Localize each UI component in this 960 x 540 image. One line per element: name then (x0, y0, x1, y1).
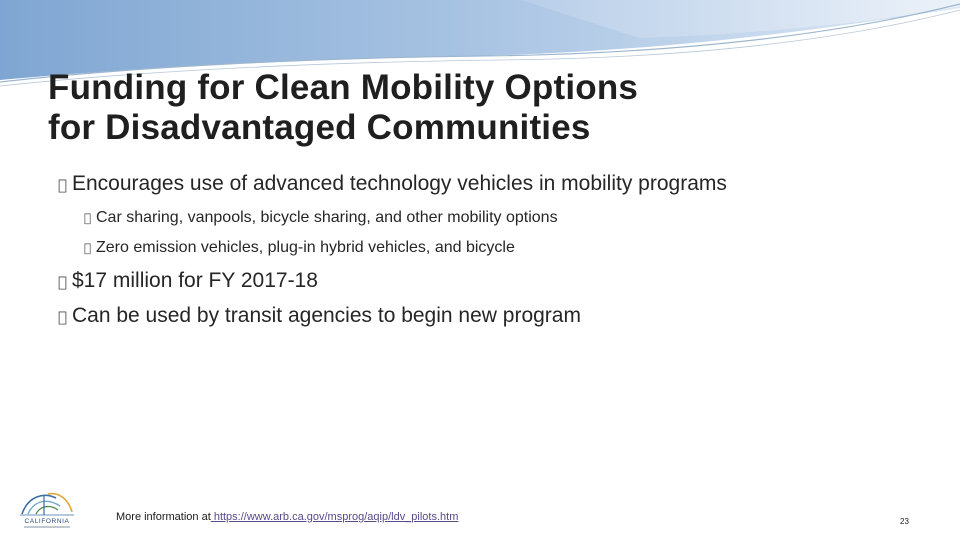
slide-title-line-1: Funding for Clean Mobility Options (48, 68, 639, 107)
slide-title (48, 68, 908, 148)
bullet-icon (84, 204, 96, 233)
bullet-text: Encourages use of advanced technology vehicles in mobility programs (72, 172, 727, 195)
sub-bullet-item (58, 233, 938, 263)
bullet-icon (58, 171, 72, 199)
bullet-icon (84, 234, 96, 263)
more-info-link[interactable]: https://www.arb.ca.gov/msprog/aqip/ldv_pilots.htm (210, 511, 459, 523)
footer-note (116, 510, 458, 524)
slide-title-line-2: for Disadvantaged Communities (48, 108, 591, 147)
sub-bullet-item (58, 203, 938, 233)
bullet-text: $17 million for FY 2017-18 (72, 266, 318, 289)
footer-prefix: More information at (116, 511, 211, 523)
bullet-icon (58, 303, 72, 331)
bullet-list (58, 170, 938, 331)
bullet-item (58, 267, 938, 296)
bullet-text: Car sharing, vanpools, bicycle sharing, and other mobility options (96, 208, 558, 225)
california-transportation-logo-icon (14, 484, 78, 532)
page-number: 23 (900, 517, 909, 526)
bullet-text: Can be used by transit agencies to begin new program (72, 300, 581, 323)
logo-text: CALIFORNIA (24, 518, 70, 525)
bullet-text: Zero emission vehicles, plug-in hybrid vehicles, and bicycle (96, 237, 515, 254)
bullet-item (58, 302, 938, 331)
bullet-icon (58, 268, 72, 296)
bullet-item (58, 170, 938, 199)
